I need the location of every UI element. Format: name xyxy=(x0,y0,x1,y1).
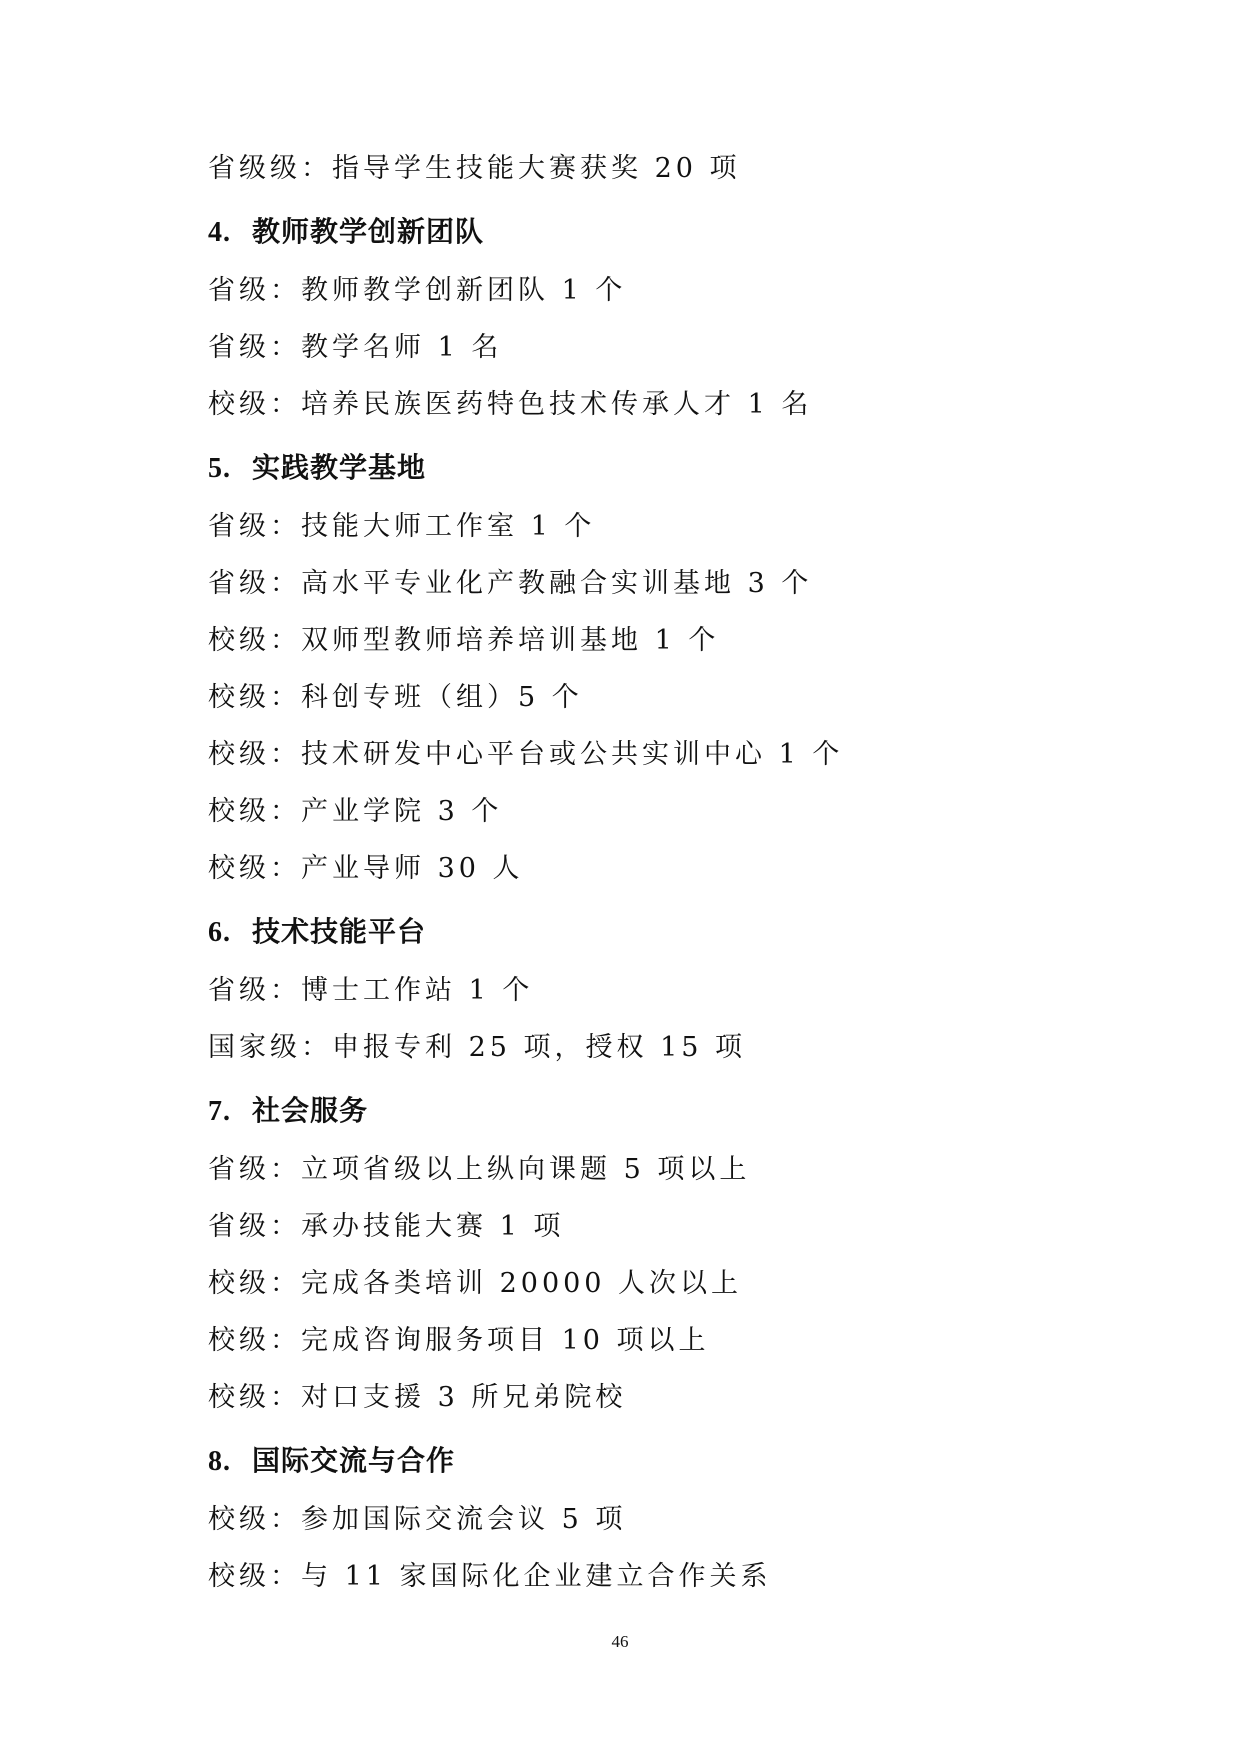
list-item: 省级：高水平专业化产教融合实训基地 3 个 xyxy=(208,568,813,599)
section-heading xyxy=(208,1430,1108,1491)
section-heading xyxy=(208,201,1108,262)
list-item: 校级：与 11 家国际化企业建立合作关系 xyxy=(208,1561,772,1592)
list-item: 省级：承办技能大赛 1 项 xyxy=(208,1211,565,1242)
body-line: 省级级：指导学生技能大赛获奖 20 项 xyxy=(208,153,741,184)
list-item: 校级：对口支援 3 所兄弟院校 xyxy=(208,1382,627,1413)
list-item: 省级：博士工作站 1 个 xyxy=(208,975,534,1006)
section-heading xyxy=(208,1080,1108,1141)
list-item: 校级：参加国际交流会议 5 项 xyxy=(208,1504,627,1535)
list-item: 国家级：申报专利 25 项，授权 15 项 xyxy=(208,1032,747,1063)
section-title: 实践教学基地 xyxy=(252,451,427,484)
section-title: 教师教学创新团队 xyxy=(252,215,485,248)
list-item: 校级：产业学院 3 个 xyxy=(208,796,503,827)
list-item: 校级：科创专班（组）5 个 xyxy=(208,682,583,713)
document-body xyxy=(208,140,1108,1605)
list-item: 校级：产业导师 30 人 xyxy=(208,853,524,884)
section-heading xyxy=(208,901,1108,962)
list-item: 省级：技能大师工作室 1 个 xyxy=(208,511,596,542)
section-number: 4. xyxy=(208,217,231,248)
page-number: 46 xyxy=(611,1632,629,1651)
section-number: 5. xyxy=(208,453,231,484)
list-item: 校级：完成各类培训 20000 人次以上 xyxy=(208,1268,743,1299)
section-number: 8. xyxy=(208,1446,231,1477)
list-item: 省级：立项省级以上纵向课题 5 项以上 xyxy=(208,1154,751,1185)
section-title: 国际交流与合作 xyxy=(252,1444,456,1477)
list-item: 省级：教师教学创新团队 1 个 xyxy=(208,275,627,306)
list-item: 校级：技术研发中心平台或公共实训中心 1 个 xyxy=(208,739,844,770)
section-title: 社会服务 xyxy=(252,1094,369,1127)
section-number: 7. xyxy=(208,1096,231,1127)
section-number: 6. xyxy=(208,917,231,948)
list-item: 省级：教学名师 1 名 xyxy=(208,332,503,363)
section-heading xyxy=(208,437,1108,498)
list-item: 校级：双师型教师培养培训基地 1 个 xyxy=(208,625,720,656)
list-item: 校级：培养民族医药特色技术传承人才 1 名 xyxy=(208,389,813,420)
list-item: 校级：完成咨询服务项目 10 项以上 xyxy=(208,1325,710,1356)
section-title: 技术技能平台 xyxy=(252,915,427,948)
